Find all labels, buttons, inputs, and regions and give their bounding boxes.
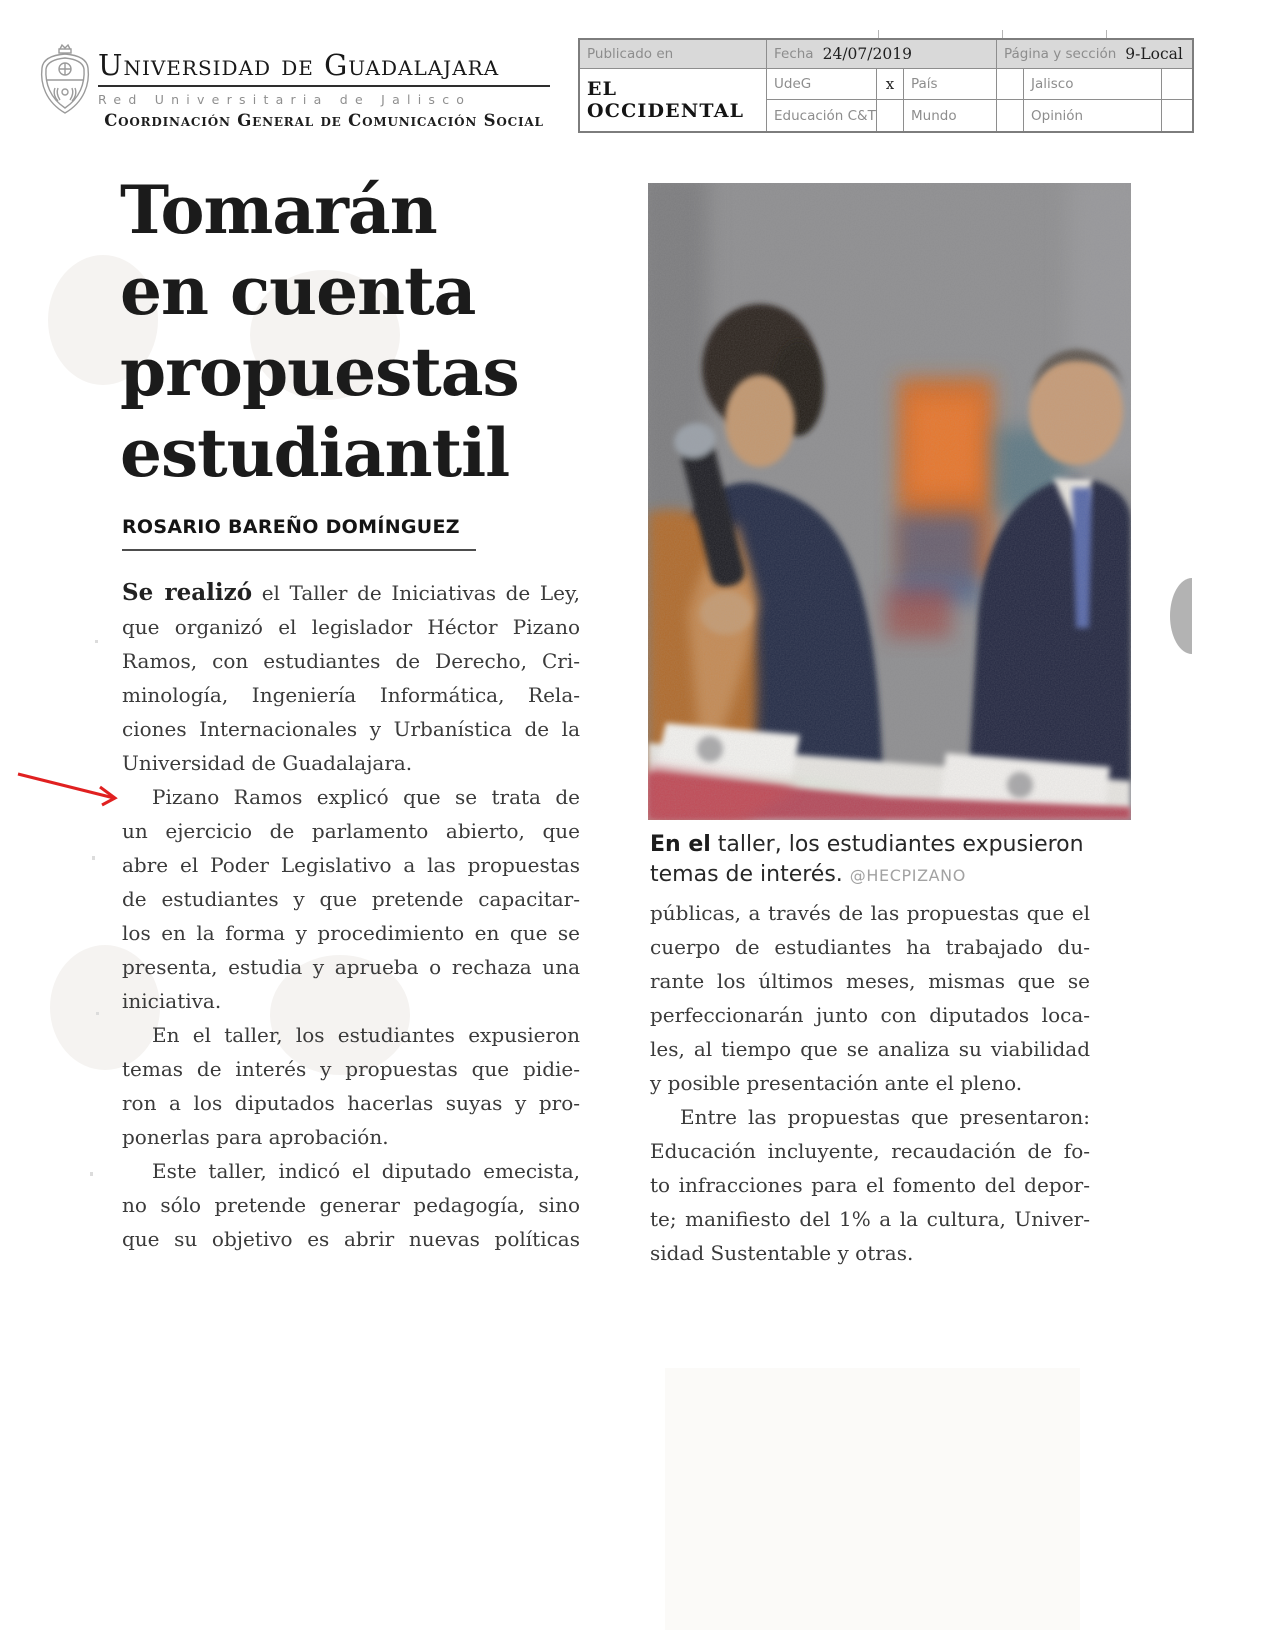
educacion-label: Educación C&T	[774, 107, 876, 124]
paragraph-lead-in: Se realizó	[122, 579, 253, 606]
mundo-cell	[904, 100, 997, 131]
date-cell	[767, 40, 997, 69]
udeg-label: UdeG	[774, 76, 812, 92]
scan-speck	[90, 1172, 93, 1176]
body-paragraph: En el taller, los estudiantes expusieron temas de interés y propuestas que pidie- ron a los diputados hacerlas suyas y pro- ponerlas para aprobación.	[122, 1023, 580, 1149]
publication-name-cell	[580, 69, 767, 131]
side-notch-indicator	[1170, 578, 1192, 654]
annotation-arrow-icon	[12, 762, 132, 812]
letterhead-office-line: Coordinación General de Comunicación Social	[104, 111, 544, 130]
scan-speck	[96, 1012, 99, 1015]
body-paragraph: Este taller, indicó el diputado emecista, no sólo pretende generar pedagogía, sino que su objetivo es abrir nuevas políticas	[122, 1159, 580, 1251]
page-section-cell	[997, 40, 1192, 69]
educacion-checkbox	[877, 100, 904, 131]
educacion-cell	[767, 100, 877, 131]
scan-faint-box	[665, 1368, 1080, 1630]
published-in-cell	[580, 40, 767, 69]
article-column-1	[122, 576, 580, 1256]
photo-caption	[650, 830, 1133, 891]
byline-rule	[122, 549, 476, 551]
caption-lead: En el	[650, 832, 711, 857]
article-byline: ROSARIO BAREÑO DOMÍNGUEZ	[122, 516, 460, 538]
udeg-check-mark: x	[885, 75, 895, 93]
scan-tick	[1106, 30, 1107, 38]
published-in-label: Publicado en	[587, 46, 674, 62]
opinion-label: Opinión	[1031, 107, 1084, 124]
letterhead-university-name: Universidad de Guadalajara	[98, 48, 550, 87]
jalisco-checkbox	[1162, 69, 1192, 100]
caption-text: taller, los estudiantes expusieron temas de interés.	[650, 832, 1084, 887]
jalisco-cell	[1024, 69, 1162, 100]
body-paragraph: Pizano Ramos explicó que se trata de un ejercicio de parlamento abierto, que abre el Poder Legislativo a las propuestas de estudiantes y que pretende capacitar- los en la forma y procedimiento en que se presenta, estudia y aprueba o rechaza una iniciativa.	[122, 785, 580, 1013]
mundo-label: Mundo	[911, 107, 957, 124]
scan-speck	[95, 640, 98, 643]
jalisco-label: Jalisco	[1031, 76, 1074, 92]
body-paragraph: Entre las propuestas que presentaron: Educación incluyente, recaudación de fo- to infracciones para el fomento del depor- te; manifiesto del 1% a la cultura, Univer- sidad Sustentable y otras.	[650, 1105, 1090, 1265]
body-paragraph: públicas, a través de las propuestas que el cuerpo de estudiantes ha trabajado du- rante los últimos meses, mismas que se perfeccionarán junto con diputados loca- les, al tiempo que se analiza su viabilidad y posible presentación ante el pleno.	[650, 901, 1090, 1095]
letterhead-network-line: Red Universitaria de Jalisco	[98, 92, 472, 107]
scan-speck	[92, 856, 95, 860]
date-value: 24/07/2019	[822, 45, 912, 63]
udeg-cell	[767, 69, 877, 100]
publication-name: EL OCCIDENTAL	[587, 78, 745, 122]
udeg-checkbox	[877, 69, 904, 100]
page-section-label: Página y sección	[1004, 46, 1117, 62]
pais-label: País	[911, 76, 938, 92]
opinion-checkbox	[1162, 100, 1192, 131]
pais-checkbox	[997, 69, 1024, 100]
caption-credit: @HECPIZANO	[849, 866, 966, 885]
article-column-2	[650, 896, 1090, 1270]
opinion-cell	[1024, 100, 1162, 131]
udg-crest-logo	[34, 40, 96, 118]
date-label: Fecha	[774, 46, 814, 62]
article-photo	[648, 183, 1131, 820]
page-section-value: 9-Local	[1125, 45, 1183, 63]
clip-info-table	[578, 38, 1194, 133]
pais-cell	[904, 69, 997, 100]
scan-tick	[878, 30, 879, 38]
article-headline: Tomarán en cuenta propuestas estudiantil	[120, 171, 519, 492]
mundo-checkbox	[997, 100, 1024, 131]
body-paragraph: Se realizó el Taller de Iniciativas de Ley, que organizó el legislador Héctor Pizano Ramos, con estudiantes de Derecho, Cri- minología, Ingeniería Informática, Rela- ciones Internacionales y Urbanística de la Universidad de Guadalajara.	[122, 579, 581, 775]
scan-tick	[1002, 30, 1003, 38]
